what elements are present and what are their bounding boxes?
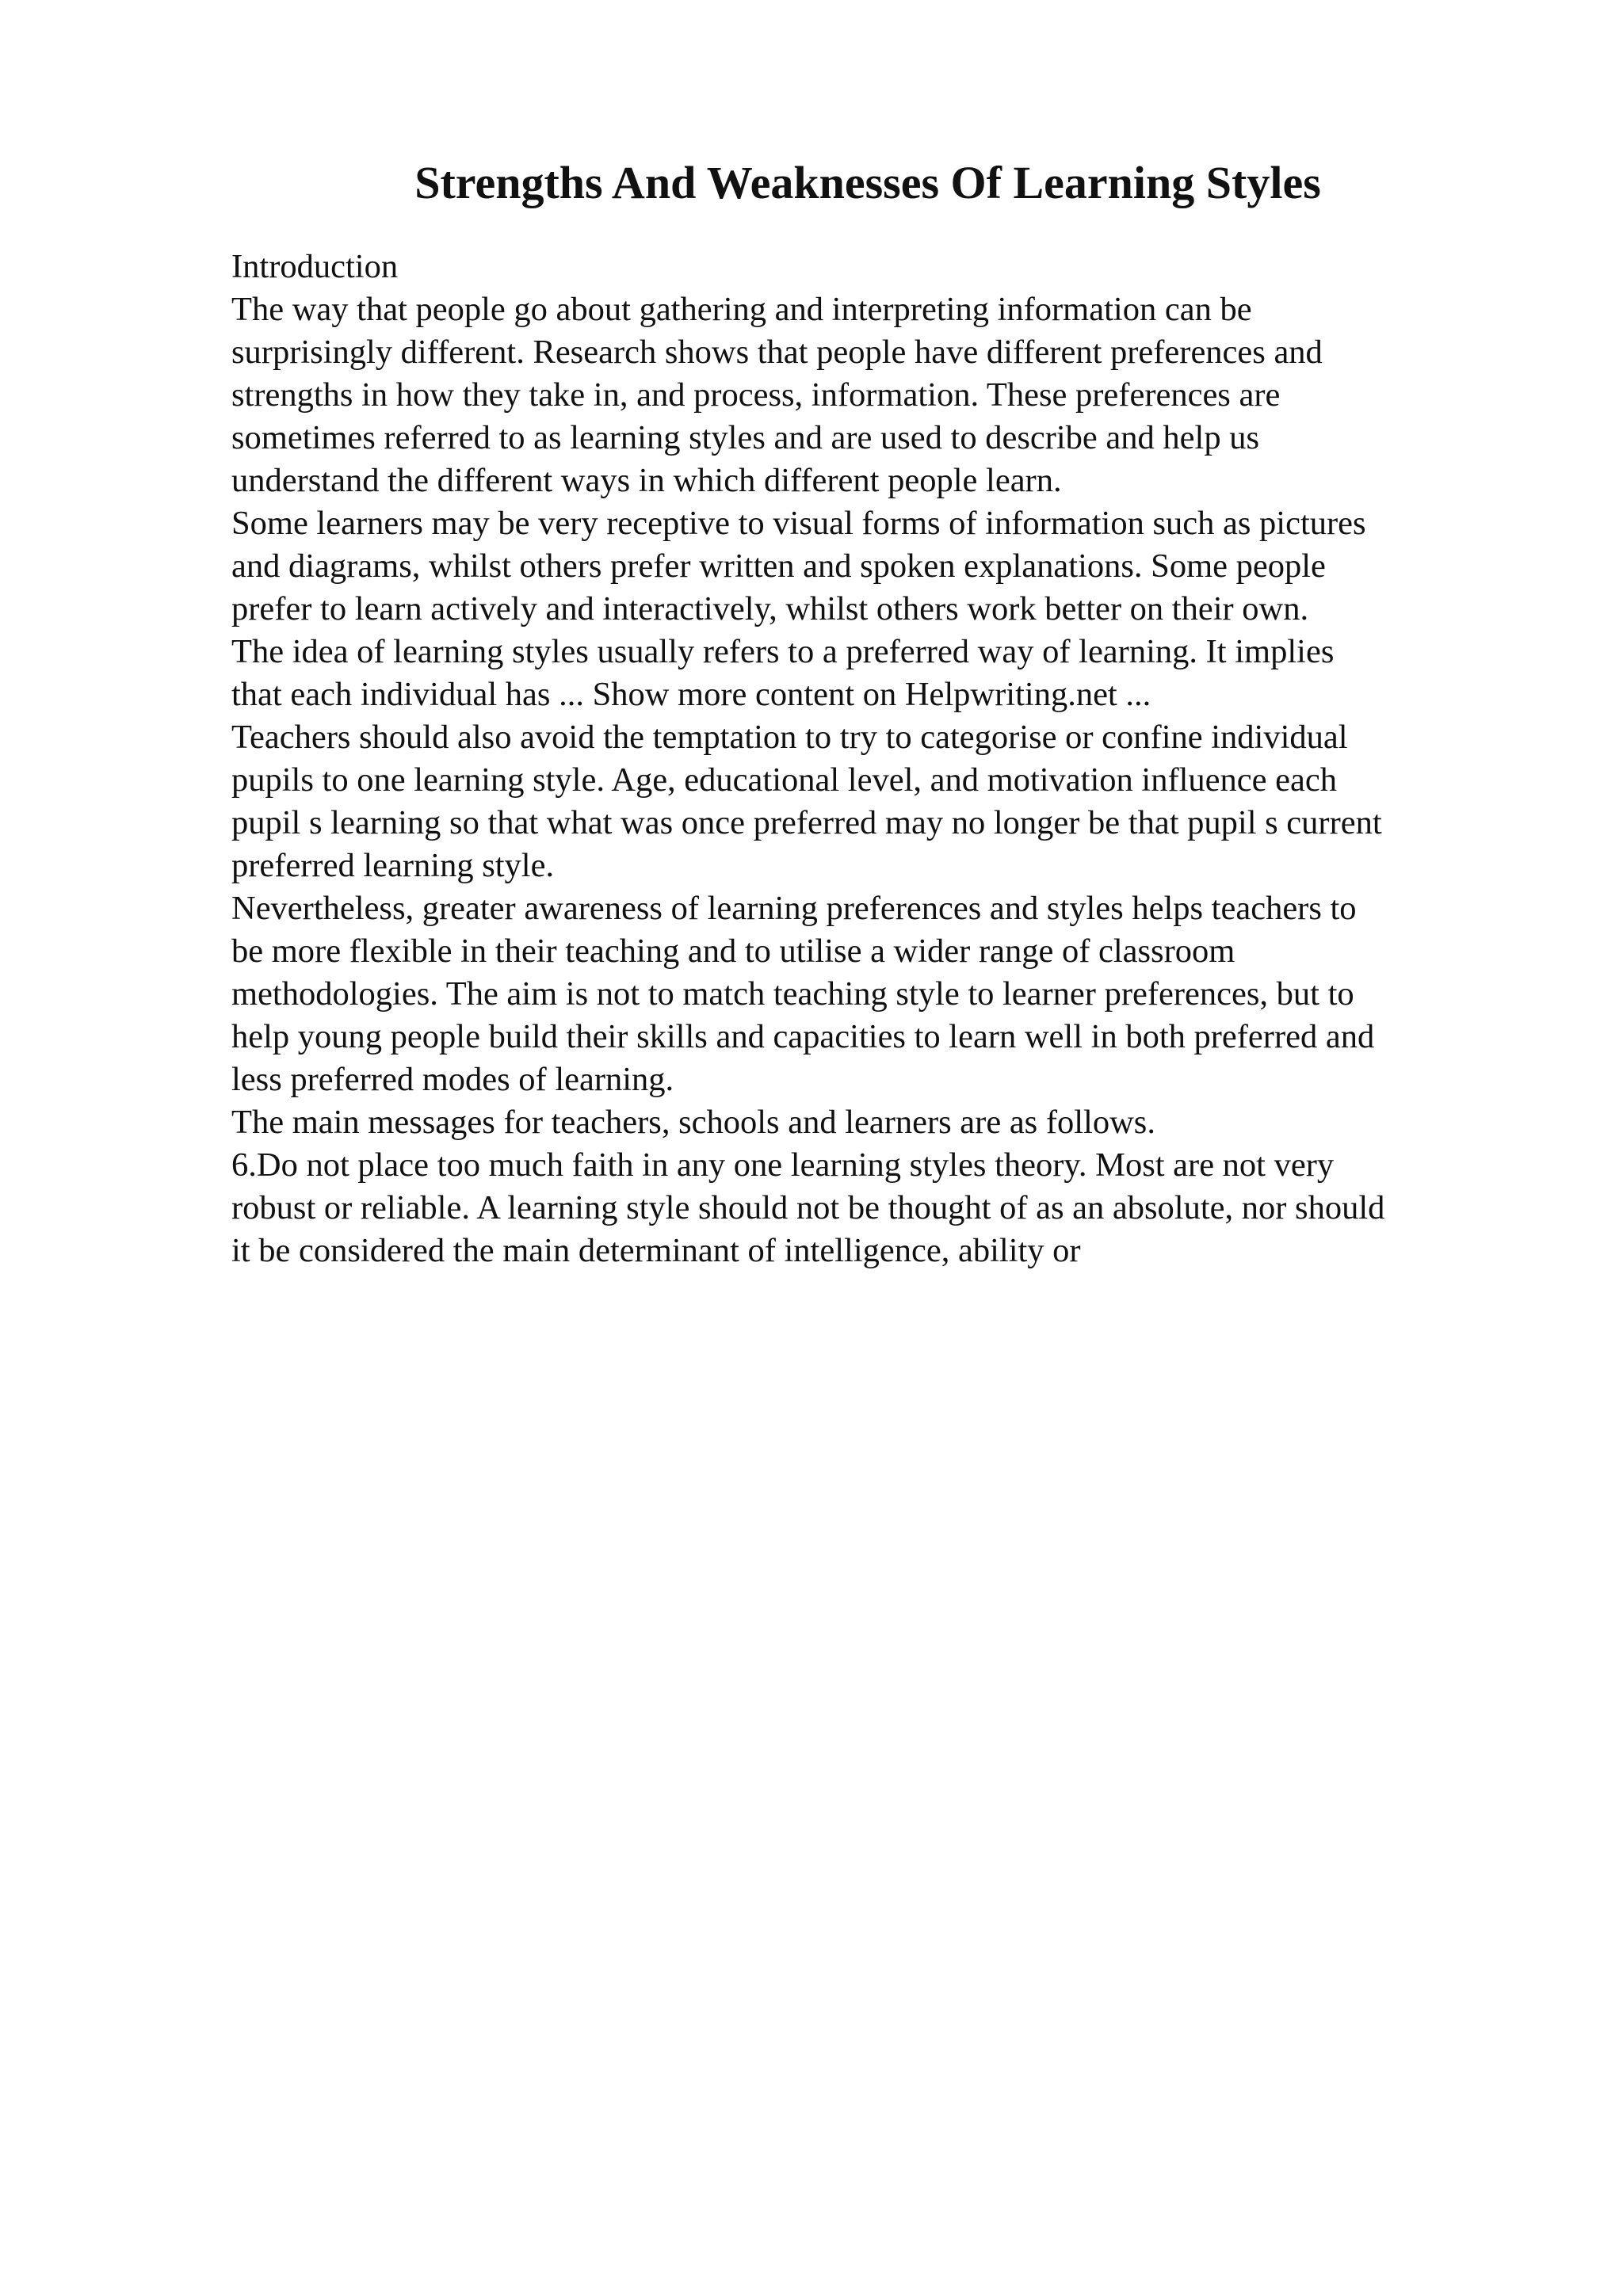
text-line: understand the different ways in which different people learn. <box>231 462 1062 499</box>
text-line: The idea of learning styles usually refers to a preferred way of learning. It implies <box>231 633 1335 670</box>
text-line: Introduction <box>231 248 399 285</box>
text-line: less preferred modes of learning. <box>231 1061 674 1098</box>
text-line: that each individual has ... Show more content on Helpwriting.net ... <box>231 676 1151 713</box>
text-line: The way that people go about gathering and interpreting information can be <box>231 291 1252 328</box>
text-line: and diagrams, whilst others prefer written and spoken explanations. Some people <box>231 547 1326 585</box>
document-body <box>231 246 1515 1272</box>
text-line: robust or reliable. A learning style should not be thought of as an absolute, nor should <box>231 1189 1385 1226</box>
document-title: Strengths And Weaknesses Of Learning Styles <box>414 157 1321 208</box>
text-line: 6.Do not place too much faith in any one learning styles theory. Most are not very <box>231 1146 1335 1184</box>
text-line: help young people build their skills and capacities to learn well in both preferred and <box>231 1018 1375 1055</box>
text-line: pupil s learning so that what was once preferred may no longer be that pupil s current <box>231 804 1382 841</box>
text-line: prefer to learn actively and interactively, whilst others work better on their own. <box>231 590 1309 627</box>
text-line: Teachers should also avoid the temptation to try to categorise or confine individual <box>231 719 1348 756</box>
text-line: Nevertheless, greater awareness of learning preferences and styles helps teachers to <box>231 890 1357 927</box>
text-line: methodologies. The aim is not to match teaching style to learner preferences, but to <box>231 975 1354 1013</box>
text-line: strengths in how they take in, and process, information. These preferences are <box>231 376 1281 414</box>
text-line: pupils to one learning style. Age, educational level, and motivation influence each <box>231 761 1337 799</box>
text-line: The main messages for teachers, schools and learners are as follows. <box>231 1104 1155 1141</box>
text-line: Some learners may be very receptive to visual forms of information such as pictures <box>231 505 1366 542</box>
text-line: sometimes referred to as learning styles and are used to describe and help us <box>231 419 1259 456</box>
text-line: preferred learning style. <box>231 847 555 884</box>
text-line: it be considered the main determinant of intelligence, ability or <box>231 1232 1081 1269</box>
text-line: surprisingly different. Research shows that people have different preferences and <box>231 334 1323 371</box>
text-line: be more flexible in their teaching and to utilise a wider range of classroom <box>231 933 1235 970</box>
